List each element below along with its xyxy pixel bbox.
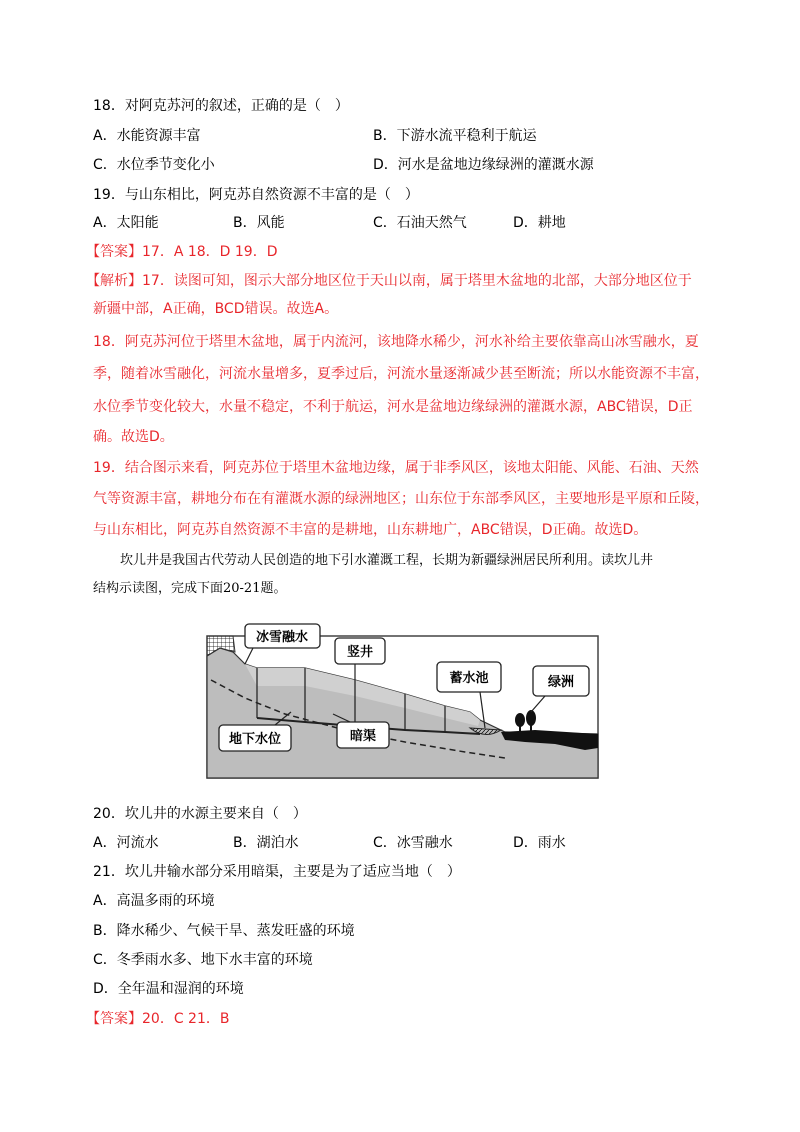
analysis-line-2: 新疆中部，A正确，BCD错误。故选A。 [93, 301, 339, 317]
q19-option-c: C．石油天然气 [373, 215, 467, 231]
q19-stem: 19．与山东相比，阿克苏自然资源不丰富的是（ ） [93, 187, 419, 203]
q19-option-d: D．耕地 [513, 215, 566, 231]
karez-diagram-svg [205, 618, 600, 783]
q18-option-d: D．河水是盆地边缘绿洲的灌溉水源 [373, 157, 594, 173]
q18-stem: 18．对阿克苏河的叙述，正确的是（ ） [93, 98, 349, 114]
q18-option-c: C．水位季节变化小 [93, 157, 215, 173]
q21-option-d: D．全年温和湿润的环境 [93, 981, 244, 997]
oasis-trees [515, 710, 536, 732]
analysis-tag: 【解析】 [86, 273, 142, 289]
analysis-line-8: 气等资源丰富，耕地分布在有灌溉水源的绿洲地区；山东位于东部季风区，主要地形是平原和丘陵， [93, 491, 709, 507]
q19-option-a: A．太阳能 [93, 215, 159, 231]
analysis-line-9: 与山东相比，阿克苏自然资源不丰富的是耕地，山东耕地广，ABC错误，D正确。故选D。 [93, 522, 648, 538]
shaft-label: 竖井 [346, 645, 374, 660]
q20-option-d: D．雨水 [513, 835, 566, 851]
canal-label: 暗渠 [349, 729, 377, 744]
storage-pool-label: 蓄水池 [449, 671, 489, 686]
q19-option-b: B．风能 [233, 215, 285, 231]
analysis-line-1 [86, 271, 692, 291]
analysis-line-4: 季，随着冰雪融化，河流水量增多，夏季过后，河流水量逐渐减少甚至断流；所以水能资源不丰富， [93, 366, 709, 382]
q20-option-a: A．河流水 [93, 835, 159, 851]
q21-option-a: A．高温多雨的环境 [93, 893, 215, 909]
q18-option-b: B．下游水流平稳利于航运 [373, 128, 537, 144]
answer-block-2 [86, 1009, 229, 1029]
answer-text: 17．A 18．D 19．D [142, 244, 278, 260]
oasis-label: 绿洲 [547, 675, 575, 690]
analysis-line-7: 19．结合图示来看，阿克苏位于塔里木盆地边缘，属于非季风区，该地太阳能、风能、石油、天然 [93, 460, 699, 476]
answer-tag: 【答案】 [86, 244, 142, 260]
q20-option-c: C．冰雪融水 [373, 835, 453, 851]
intro-line-2: 结构示读图，完成下面20-21题。 [93, 581, 287, 596]
q18-option-a: A．水能资源丰富 [93, 128, 201, 144]
water-table-label: 地下水位 [228, 732, 282, 747]
snow-melt-label: 冰雪融水 [255, 630, 309, 645]
callout-oasis-pointer [531, 696, 545, 712]
analysis-line-6: 确。故选D。 [93, 429, 174, 445]
callout-snow-pointer [245, 648, 253, 664]
karez-diagram [205, 618, 600, 783]
q20-stem: 20．坎儿井的水源主要来自（ ） [93, 806, 307, 822]
q20-option-b: B．湖泊水 [233, 835, 299, 851]
analysis-line-3: 18．阿克苏河位于塔里木盆地，属于内流河，该地降水稀少，河水补给主要依靠高山冰雪融水，夏 [93, 334, 699, 350]
analysis-line-5: 水位季节变化较大，水量不稳定，不利于航运，河水是盆地边缘绿洲的灌溉水源，ABC错误，D正 [93, 399, 693, 415]
q21-option-b: B．降水稀少、气候干旱、蒸发旺盛的环境 [93, 923, 355, 939]
answer-text-2: 20．C 21．B [142, 1011, 230, 1027]
intro-line-1: 坎儿井是我国古代劳动人民创造的地下引水灌溉工程，长期为新疆绿洲居民所利用。读坎儿井 [120, 553, 654, 568]
answer-block-1 [86, 242, 277, 262]
analysis-text: 17．读图可知，图示大部分地区位于天山以南，属于塔里木盆地的北部，大部分地区位于 [142, 273, 692, 289]
q21-option-c: C．冬季雨水多、地下水丰富的环境 [93, 952, 313, 968]
q21-stem: 21．坎儿井输水部分采用暗渠，主要是为了适应当地（ ） [93, 864, 461, 880]
answer-tag-2: 【答案】 [86, 1011, 142, 1027]
